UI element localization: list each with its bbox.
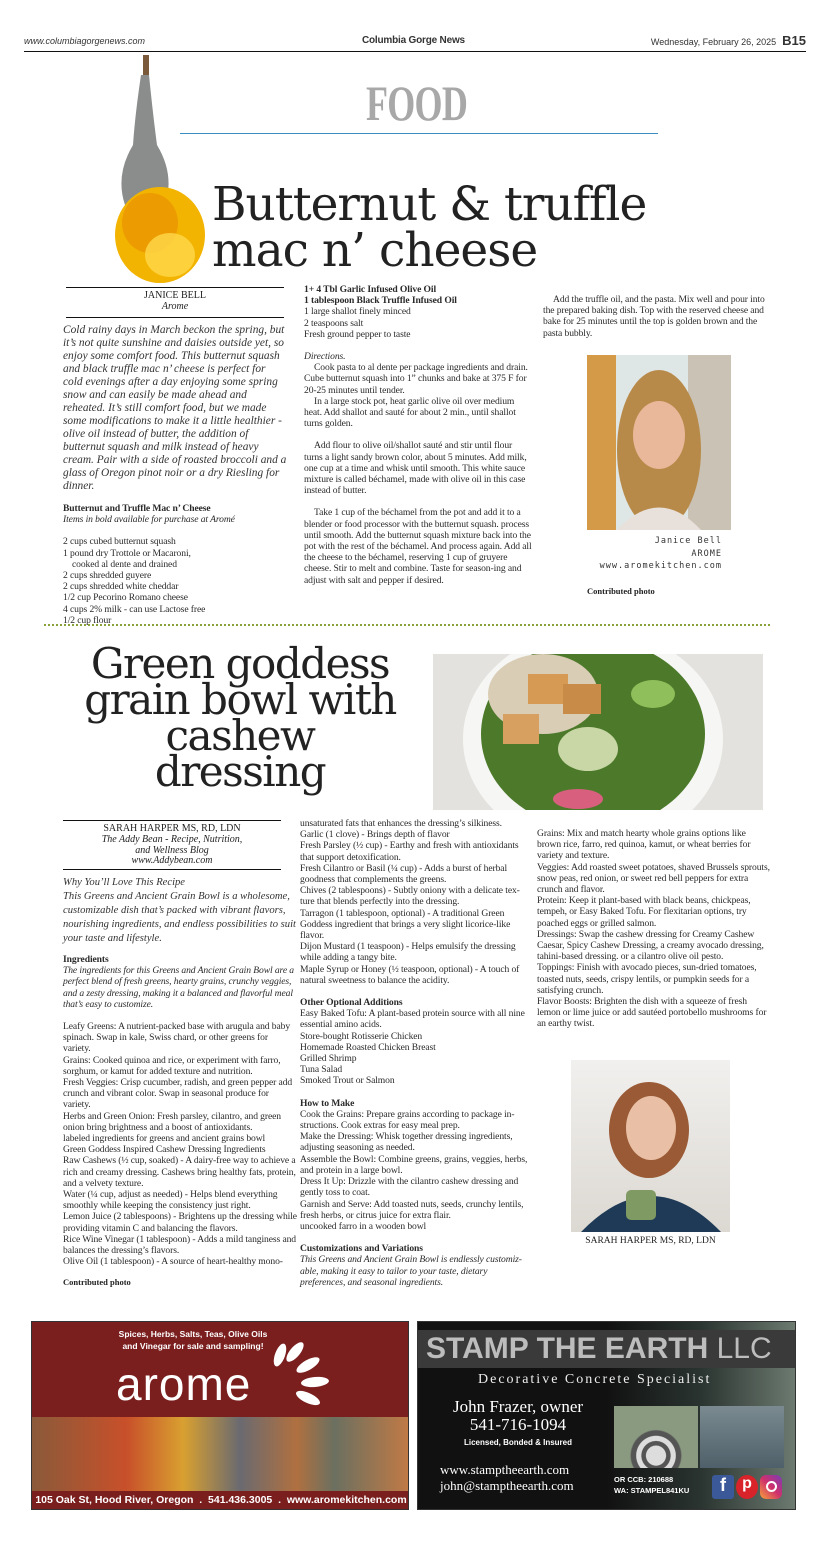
driveway-photo (700, 1406, 784, 1468)
title-line: Green goddess (90, 639, 390, 688)
licensed-text: Licensed, Bonded & Insured (463, 1438, 572, 1447)
ingredient-item: 1 pound dry Trottole or Macaroni, (63, 547, 191, 559)
labyrinth-photo (614, 1406, 698, 1468)
ingredient-item: Olive Oil (1 tablespoon) - A source of heart-healthy mono- (63, 1256, 283, 1268)
optional-item-list (300, 1008, 534, 1086)
ingredient-item: Fresh Parsley (½ cup) - Earthy and fresh with antioxidants that support detoxification. (300, 840, 519, 863)
ingredient-item: Fresh Cilantro or Basil (¼ cup) - Adds a burst of herbal goodness that complements the greens. (300, 862, 508, 886)
website-link[interactable]: www.stamptheearth.com (440, 1462, 570, 1477)
recipe-ingredients (63, 503, 287, 626)
ingredient-item-list (304, 284, 532, 306)
direction-step: Take 1 cup of the béchamel from the pot and add it to a blender or food processor with the butternut squash. process until smooth. Add the butternut squash mixture back into the pot with the rest of the béchamel. And process again. Add all the cheese to the béchamel, reserving 1 cup of gruyere cheese. Stir to melt and combine. Taste for season-ing and adjust with salt and pepper if desired. (304, 507, 532, 586)
ingredient-item: cooked al dente and drained (72, 558, 177, 570)
byline-rule (63, 820, 281, 821)
contact-block (432, 1398, 604, 1448)
header-rule (24, 51, 806, 52)
phone-number[interactable]: 541-716-1094 (469, 1415, 567, 1434)
ingredient-item: 2 cups shredded guyere (63, 570, 152, 582)
website-url[interactable]: www.columbiagorgenews.com (24, 36, 146, 46)
company-subtitle: Decorative Concrete Specialist (478, 1372, 712, 1387)
ingredients-label: Ingredients (63, 954, 109, 965)
stamp-the-earth-ad[interactable] (417, 1321, 796, 1510)
why-label: Why You’ll Love This Recipe (63, 877, 186, 888)
custom-label: Customizations and Variations (300, 1243, 423, 1255)
article-title (212, 177, 647, 278)
ingredient-item: Tarragon (1 tablespoon, optional) - A traditional Green Goddess ingredient that brings a very slight licorice-like flavor. (300, 907, 511, 942)
how-step: Garnish and Serve: Add toasted nuts, seeds, crunchy lentils, fresh herbs, or citrus juice for extra flair. (300, 1198, 524, 1221)
company-name (426, 1330, 772, 1368)
section-title: FOOD (366, 75, 468, 131)
byline-rule (66, 317, 284, 318)
ingredient-item: Lemon Juice (2 tablespoons) - Brightens up the dressing while providing vitamin C and balancing the flavors. (63, 1211, 297, 1234)
ingredient-item: Chives (2 tablespoons) - Subtly oniony with a delicate tex-ture that blends perfectly into the dressing. (300, 885, 520, 908)
grain-bowl-photo (433, 654, 763, 810)
custom-intro: This Greens and Ancient Grain Bowl is endlessly customiz-able, making it easy to tailor to your taste, dietary preferences, and seasonal ingredients. (300, 1254, 522, 1288)
direction-step: Add flour to olive oil/shallot sauté and stir until flour turns a light sandy brown color, about 5 minutes. Add milk, one cup at a time and whisk until smooth. This white sauce mixture is called béchamel, made with olive oil in this case instead of butter. (304, 440, 527, 497)
article-title (50, 639, 430, 796)
variation-item: Dressings: Swap the cashew dressing for Creamy Cashew Caesar, Spicy Cashew Dressing, a creamy avocado dressing, tahini-based dressing. or a cilantro olive oil pesto. (537, 928, 764, 963)
fork-food-photo (105, 55, 215, 285)
sarah-harper-photo (571, 1060, 730, 1232)
direction-step: Cook pasta to al dente per package ingredients and drain. Cube butternut squash into 1” chunks and bake at 375 F for 20-25 minutes until tender. (304, 362, 528, 396)
title-line: dressing (154, 747, 326, 796)
byline (66, 290, 284, 312)
direction-step: Add the truffle oil, and the pasta. Mix well and pour into the prepared baking dish. Top with the reserved cheese and bake for 25 minutes until the top is golden brown and the pasta bubbly. (543, 294, 765, 339)
article1-column-1 (63, 324, 287, 626)
how-step: Cook the Grains: Prepare grains according to package in-structions. Cook extras for easy meal prep. (300, 1108, 515, 1132)
ingredient-item: 1/2 cup Pecorino Romano cheese (63, 592, 188, 604)
title-line: cashew (165, 711, 315, 760)
variation-item: Grains: Mix and match hearty whole grains options like brown rice, farro, red quinoa, kamut, or wheat berries for variety and texture. (537, 828, 751, 862)
ingredient-item: 2 cups shredded white cheddar (63, 581, 179, 593)
direction-step: In a large stock pot, heat garlic olive oil over medium heat. Add shallot and sauté for about 2 min., until shallot turns golden. (304, 395, 516, 430)
variation-item: Toppings: Finish with avocado pieces, sun-dried tomatoes, toasted nuts, seeds, crispy lentils, or pumpkin seeds for a satisfying crunch. (537, 962, 757, 996)
caption-line: Janice Bell (654, 536, 722, 546)
instagram-icon[interactable] (760, 1475, 782, 1499)
arome-logo: arome (116, 1358, 252, 1410)
company-name-text: STAMP THE EARTH (426, 1332, 709, 1365)
ingredient-item: unsaturated fats that enhances the dressing’s silkiness. (300, 818, 502, 829)
license-numbers (614, 1474, 689, 1496)
variation-item: Flavor Boosts: Brighten the dish with a squeeze of fresh lemon or lime juice or add sautéed portobello mushrooms for an earthy twist. (537, 996, 767, 1030)
author-org: The Addy Bean - Recipe, Nutrition, (101, 833, 243, 845)
byline-rule (63, 869, 281, 870)
ingredient-item: Leafy Greens: A nutrient-packed base with arugula and baby spinach. Swap in kale, Swiss chard, or other greens for variety. (63, 1021, 291, 1055)
how-step-list (300, 1109, 534, 1232)
photo-caption (560, 535, 722, 573)
title-line: mac n’ cheese (212, 223, 538, 278)
ingredient-item: 2 cups cubed butternut squash (63, 536, 176, 548)
company-suffix: LLC (716, 1332, 772, 1365)
ingredient-item: Fresh ground pepper to taste (304, 328, 411, 340)
byline-rule (66, 287, 284, 288)
ingredients-continued (300, 818, 534, 1288)
ingredient-item-list (300, 818, 534, 986)
online-contact (440, 1462, 574, 1494)
ad-tagline (108, 1328, 278, 1352)
newspaper-name: Columbia Gorge News (362, 35, 465, 46)
variation-item: Veggies: Add roasted sweet potatoes, shaved Brussels sprouts, snow peas, red onion, or sweet red bell peppers for extra crunch and flavor. (537, 861, 770, 896)
recipe-directions (304, 284, 532, 586)
section-rule (180, 133, 658, 134)
pinterest-icon[interactable]: p (736, 1475, 758, 1499)
photo-credit: Contributed photo (63, 1277, 131, 1288)
ingredient-item: 1+ 4 Tbl Garlic Infused Olive Oil (304, 284, 437, 295)
caption-line: www.aromekitchen.com (599, 561, 722, 571)
spices-photo (32, 1417, 409, 1491)
author-org: Arome (161, 301, 189, 312)
ingredient-item: 1 tablespoon Black Truffle Infused Oil (304, 295, 457, 307)
tagline-line: Spices, Herbs, Salts, Teas, Olive Oils (118, 1329, 268, 1339)
title-line: Butternut & truffle (212, 177, 647, 232)
ingredient-item: Fresh Veggies: Crisp cucumber, radish, and green pepper add crunch and vibrant color. Swap in seasonal produce for variety. (63, 1077, 293, 1111)
variation-item: Protein: Keep it plant-based with black beans, chickpeas, tempeh, or Easy Baked Tofu. For flexitarian options, try poached eggs or grilled salmon. (537, 895, 751, 929)
owner-name: John Frazer, owner (452, 1397, 584, 1416)
ingredient-item-list (63, 536, 287, 626)
optional-item: Tuna Salad (300, 1064, 343, 1076)
ingredients-section (63, 954, 297, 1267)
recipe-note: Items in bold available for purchase at Aromé (63, 514, 235, 526)
author-name: JANICE BELL (144, 290, 206, 301)
why-text: This Greens and Ancient Grain Bowl is a wholesome, customizable dish that’s packed with vibrant flavors, nourishing ingredients, and endless possibilities to suit your taste and lifestyle. (63, 891, 296, 944)
issue-date: Wednesday, February 26, 2025 (650, 37, 777, 47)
ingredient-item: Herbs and Green Onion: Fresh parsley, cilantro, and green onion bring brightness and a boost of antioxidants. (63, 1110, 281, 1133)
leaf-icon (260, 1340, 330, 1412)
optional-item: Smoked Trout or Salmon (300, 1075, 395, 1087)
ingredient-item: Garlic (1 clove) - Brings depth of flavor (300, 829, 450, 841)
ingredient-item: 1 large shallot finely minced (304, 306, 411, 318)
article2-column-1 (63, 876, 297, 1287)
tagline-line: and Vinegar for sale and sampling! (122, 1341, 264, 1351)
ingredient-item: labeled ingredients for greens and ancient grains bowl (63, 1133, 266, 1145)
recipe-title: Butternut and Truffle Mac n’ Cheese (63, 503, 211, 514)
ingredient-item-list (63, 1021, 297, 1267)
directions-label: Directions. (304, 351, 346, 363)
ccb-number: OR CCB: 210688 (614, 1475, 674, 1484)
author-org: and Wellness Blog (135, 844, 209, 856)
how-label: How to Make (300, 1097, 355, 1109)
facebook-icon[interactable]: f (712, 1475, 734, 1499)
ingredient-item: 2 teaspoons salt (304, 317, 364, 329)
arome-ad[interactable] (31, 1321, 409, 1510)
photo-credit: Contributed photo (587, 586, 655, 596)
ingredient-item: Raw Cashews (½ cup, soaked) - A dairy-free way to achieve a rich and creamy dressing. Cashews bring healthy fats, protein, and a velvety texture. (63, 1155, 296, 1189)
ingredient-item: Maple Syrup or Honey (½ teaspoon, optional) - A touch of natural sweetness to balance the acidity. (300, 963, 520, 986)
title-line: grain bowl with (84, 675, 396, 724)
photo-caption: SARAH HARPER MS, RD, LDN (585, 1236, 716, 1246)
ad-footer: 105 Oak St, Hood River, Oregon . 541.436.3005 . www.aromekitchen.com (35, 1494, 407, 1506)
variations-list (537, 828, 771, 1030)
author-website[interactable]: www.Addybean.com (131, 855, 213, 867)
article-intro (63, 876, 297, 946)
how-step: uncooked farro in a wooden bowl (300, 1220, 427, 1232)
janice-bell-photo (587, 355, 731, 530)
byline (63, 824, 281, 867)
optional-item: Easy Baked Tofu: A plant-based protein source with all nine essential amino acids. (300, 1008, 525, 1031)
caption-line: AROME (691, 548, 722, 559)
optional-item: Homemade Roasted Chicken Breast (300, 1041, 436, 1053)
page-number: B15 (782, 33, 806, 48)
ingredient-item: Green Goddess Inspired Cashew Dressing Ingredients (63, 1144, 266, 1156)
article-divider (44, 624, 770, 626)
ingredient-item: 4 cups 2% milk - can use Lactose free (63, 603, 206, 615)
ingredient-item: Dijon Mustard (1 teaspoon) - Helps emulsify the dressing while adding a tangy bite. (300, 941, 516, 964)
ingredients-intro: The ingredients for this Greens and Ancient Grain Bowl are a perfect blend of fresh greens, hearty grains, crunchy veggies, and a zesty dressing, making it a balanced and flavorful meal that’s easy to customize. (63, 965, 294, 1010)
how-step: Dress It Up: Drizzle with the cilantro cashew dressing and gently toss to coat. (300, 1176, 519, 1199)
wa-number: WA: STAMPEL841KU (614, 1486, 690, 1495)
optional-item: Grilled Shrimp (300, 1053, 357, 1065)
how-step: Make the Dressing: Whisk together dressing ingredients, adjusting seasoning as needed. (300, 1131, 513, 1154)
how-step: Assemble the Bowl: Combine greens, grains, veggies, herbs, and protein in a large bowl. (300, 1153, 528, 1176)
ingredient-item: Rice Wine Vinegar (1 tablespoon) - Adds a mild tanginess and balances the dressing’s flavors. (63, 1233, 297, 1257)
ingredient-item: Grains: Cooked quinoa and rice, or experiment with farro, sorghum, or kamut for added texture and nutrition. (63, 1054, 281, 1077)
optional-item: Store-bought Rotisserie Chicken (300, 1030, 423, 1042)
ingredient-item: 1/2 cup flour (63, 614, 112, 626)
article-intro: Cold rainy days in March beckon the spring, but it’s not quite sunshine and daisies outside yet, so enjoy some comfort food. This butternut squash and black truffle mac n’ cheese is perfect for cold evenings after a day enjoying some spring snow and can easily be made ahead and reheated. It’s still comfort food, but we made some modifications to make it a little healthier - olive oil instead of butter, the addition of butternut squash and milk instead of heavy cream. Pair with a side of roasted broccoli and a glass of Oregon pinot noir or a dry Riesling for dinner. (63, 324, 287, 492)
ingredient-item: Water (¼ cup, adjust as needed) - Helps blend everything smoothly while keeping the consistency just right. (63, 1189, 278, 1212)
author-name: SARAH HARPER MS, RD, LDN (103, 823, 241, 834)
optional-label: Other Optional Additions (300, 997, 403, 1009)
email-link[interactable]: john@stamptheearth.com (440, 1478, 574, 1493)
variation-item-list (537, 828, 771, 1030)
ingredient-item-list (304, 306, 532, 340)
header-right (651, 33, 806, 48)
